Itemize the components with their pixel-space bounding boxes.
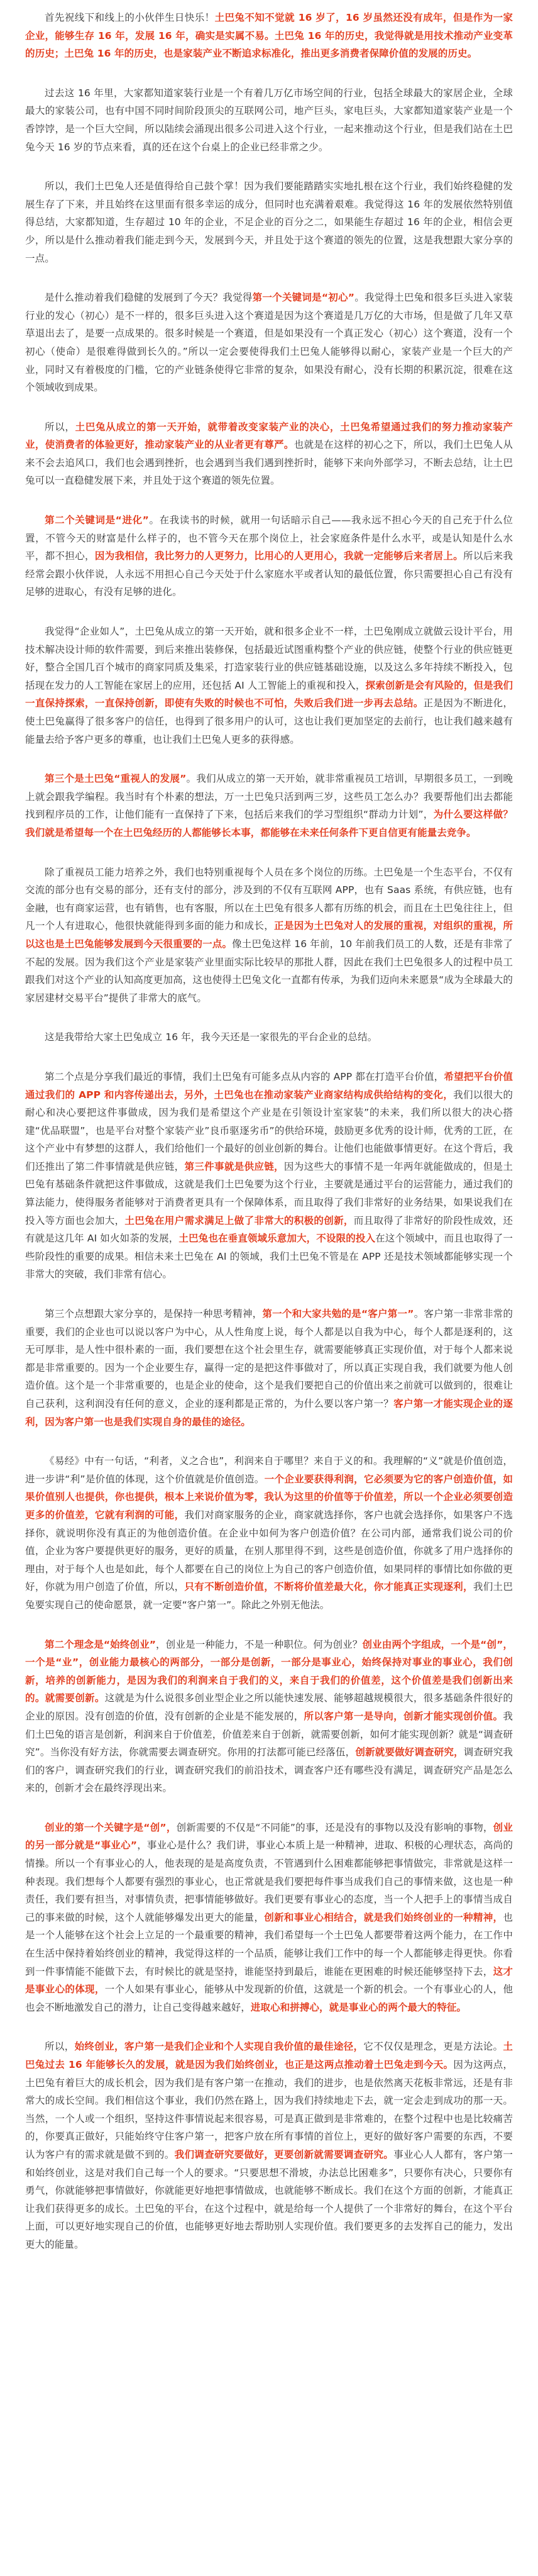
body-text: 所以， [45, 421, 75, 433]
body-text: 因为这些大的事情不是一年两年就能做成的，但是土巴兔有基础条件就把这件事做成，这就是我们土巴兔要为这个行业，主要就是通过平台的运营能力，通过我们的算法能力，使得服务者能够对于消费者更具有一个保障体系，而且取得了我们非常好的业务结果，如果说我们在投入等方面也会加大， [25, 1160, 513, 1226]
highlighted-text: 创业的第一个关键字是“创”， [45, 1821, 177, 1833]
highlighted-text: 创新和事业心相结合，就是我们始终创业的一种精神， [264, 1911, 503, 1923]
article-paragraph [25, 1305, 513, 1431]
body-text: 也是一个人能够在这个社会上立足的一个最重要的精神，我们希望每一个土巴兔人都要带着这两个能力，在工作中在生活中保持着始终创业的精神，我觉得这样的一个品质，能够让我们工作中的每一个人都能够走得更快。你看到一件事情能不能做下去，有时候比的就是坚持，谁能坚持到最后，谁能在更困难的时候还能够坚持下去， [25, 1911, 513, 1977]
highlighted-text: 为什么要这样做？我们就是希望每一个在土巴兔经历的人都能够长本事，都能够在未来任何条件下更自信更有能量去竞争。 [25, 809, 513, 838]
highlighted-text: 第三个是土巴兔“重视人的发展” [45, 773, 187, 785]
article-paragraph [25, 770, 513, 841]
article-paragraph [25, 863, 513, 1008]
article-paragraph [25, 289, 513, 397]
body-text: 创新需要的不仅是“不同能”的事，还是没有的事物以及没有影响的事物， [176, 1821, 493, 1833]
article-paragraph [25, 623, 513, 748]
article-paragraph [25, 1068, 513, 1284]
article-paragraph [25, 1819, 513, 2017]
highlighted-text: 第一个和大家共勉的是“客户第一” [262, 1308, 414, 1320]
body-text: ，创业是一种能力，不是一种职位。何为创业？ [156, 1638, 363, 1650]
highlighted-text: 第二个关键词是“进化” [45, 514, 149, 526]
body-text: 过去这 16 年里，大家都知道家装行业是一个有着几万亿市场空间的行业，包括全球最大的家居企业，全球最大的家装公司，也有中国不同时间阶段顶尖的互联网公司，地产巨头，家电巨头，大家都知道家装产业是一个香饽饽，是一个巨大空间，所以陆续会涌现出很多公司进入这个行业，一起来推动这个行业，但是我们站在土巴兔今天 16 岁的节点来看，真的还在这个台桌上的企业已经非常之少。 [25, 87, 513, 153]
highlighted-text: 希望把平台价值通过我们的 APP 和内容传递出去， [25, 1070, 513, 1101]
highlighted-text: 土巴兔在用户需求满足上做了非常大的积极的创新， [124, 1214, 354, 1226]
article-paragraph [25, 9, 513, 63]
highlighted-text: 只有不断创造价值，不断将价值差最大化，你才能真正实现逐利， [184, 1581, 473, 1593]
article-paragraph [25, 2038, 513, 2253]
highlighted-text: 始终创业，客户第一是我们企业和个人实现自我价值的最佳途径， [74, 2041, 364, 2053]
article-paragraph [25, 1636, 513, 1797]
body-text: 像土巴兔这样 16 年前，10 年前我们员工的人数，还是有非常了不起的发展。因为我们这个产业是家装产业里面实际比较早的那批人群，因此在我们土巴兔很多人的过程中员工跟我们对这个产业的认知高度更加高，这也使得土巴兔文化一直都有传承，为我们迈向未来愿景“成为全球最大的家居建材交易平台”提供了非常大的底气。 [25, 938, 513, 1004]
body-text: 这就是为什么说很多创业型企业之所以能快速发展、能够超越规模很大，很多基础条件很好的企业的原因。没有创造的价值，没有创新的企业是不能发展的， [25, 1692, 513, 1722]
highlighted-text: 所以客户第一是导向，创新才能实现创价值。 [304, 1710, 503, 1722]
highlighted-text: 第一个关键词是“初心” [252, 292, 355, 304]
highlighted-text: 土巴兔也在垂直领域乐意加大，不设限的投入 [178, 1233, 376, 1245]
highlighted-text: 正是因为土巴兔对人的发展的重视，对组织的重视，所以这也是土巴兔能够发展到今天很重要的一点。 [25, 920, 513, 950]
article-paragraph [25, 511, 513, 601]
article-body [25, 9, 513, 2254]
article-paragraph [25, 418, 513, 490]
highlighted-text: 土巴兔从成立的第一天开始，就带着改变家装产业的决心，土巴兔希望通过我们的努力推动家装产业，使消费者的体验更好，推动家装产业的从业者更有尊严。 [25, 421, 513, 451]
body-text: 我觉得“企业如人”，土巴兔从成立的第一天开始，就和很多企业不一样，土巴兔刚成立就做云设计平台，用技术解决设计师的软件需要，到后来推出装修保，包括最近试图重构整个产业的供应链，使整个行业的供应链更好，整合全国几百个城市的商家同质及集采，打造家装行业的供应链基础设施，以及这么多年持续不断投入，包括现在发力的人工智能在家居上的应用，还包括 AI 人工智能上的重视和投入， [25, 626, 513, 691]
highlighted-text: 土巴兔不知不觉就 16 岁了，16 岁虽然还没有成年，但是作为一家企业，能够生存 16 年，发展 16 年，确实是实属不易。 [25, 12, 513, 42]
body-text: 我们土巴兔要实现自己的使命愿景，就一定要“客户第一”。 [25, 1581, 513, 1611]
highlighted-text: 第三件事就是供应链， [184, 1160, 284, 1172]
body-text: 也就是在这样的初心之下，所以，我们土巴兔人从来不会去追风口，我们也会遇到挫折，也会遇到当我们遇到挫折时，能够下来向外部学习，不断去总结，让土巴兔可以一直稳健发展下来，并且处于这个赛道的领先位置。 [25, 439, 513, 487]
body-text: 除此之外别无他法。 [241, 1599, 330, 1611]
body-text: 除了重视员工能力培养之外，我们也特别重视每个人员在多个岗位的历练。土巴兔是一个生态平台，不仅有交流的部分也有交易的部分，还有支付的部分，涉及到的不仅有互联网 APP，也有 Saas 系统，有供应链，也有金融，也有商家运营，也有销售，也有客服，所以在土巴兔有很多人都有历练的机会，而且在土巴兔往往上，但凡一个人有进取心，他很快就能得到多面的能力和成长， [25, 866, 513, 932]
body-text: 《易经》中有一句话，“利者，义之合也”，利润来自于哪里？来自于义的和。我理解的“义”就是价值创造，进一步讲“利”是价值的体现，这个价值就是价值创造。 [25, 1455, 513, 1485]
highlighted-text: 我们创新，培养的创新能力，是因为我们的利润来自于我们的义，来自于我们的价值差，这个价值差是我们创新出来的。 [25, 1657, 513, 1704]
highlighted-text: 这才是事业心的体现， [25, 1965, 513, 1996]
highlighted-text: 另外，土巴兔也在推动家装产业商家结构成供给结构的变化， [184, 1089, 454, 1101]
body-text: 第三个点想跟大家分享的，是保持一种思考精神， [45, 1308, 263, 1320]
highlighted-text: 创业由两个字组成，一个是“创”，一个是“业”，创业能力最核心的两部分，一部分是创新，一部分是事业心， [25, 1638, 513, 1668]
highlighted-text: 我们调查研究要做好，更要创新就需要调查研究。 [174, 2148, 394, 2160]
highlighted-text: 创业的另一部分就是“事业心” [25, 1821, 513, 1852]
body-text: 是什么推动着我们稳健的发展到了今天？我觉得 [45, 292, 253, 304]
body-text: 所以，我们土巴兔人还是值得给自己鼓个掌！因为我们要能踏踏实实地扎根在这个行业，我们始终稳健的发展生存了下来，并且始终在这里面有很多幸运的成分，但同时也充满着艰难。我觉得这 16 年的发展依然特别值得总结，大家都知道，生存超过 10 年的企业，不足企业的百分之二，如果能生存超过 16 年的企业，相信会更少，所以是什么推动着我们能走到今天，发展到今天，并且处于这个赛道的领先的位置，这是我想跟大家分享的一点。 [25, 180, 513, 264]
article-paragraph [25, 177, 513, 267]
body-text: 。在我读书的时候，就用一句话暗示自己——我永远不担心今天的自己充于什么位置，不管今天的财富是什么样子的，也不管今天在那个岗位上，社会家庭条件是什么水平，或是认知是什么水平，都不担心， [25, 514, 513, 562]
highlighted-text: 探索创新是会有风险的，但是我们一直保持探索，一直保持创新，即使有失败的时候也不可怕，失败后我们进一步再去总结。 [25, 679, 513, 709]
highlighted-text: 就需要创新。 [45, 1692, 105, 1704]
body-text: 而且取得了非常好的阶段性成效，还有就是这几年 AI 如火如荼的发展， [25, 1214, 513, 1245]
highlighted-text: 土巴兔过去 16 年能够长久的发展，就是因为我们始终创业，也正是这两点推动着土巴兔走到今天。 [25, 2041, 513, 2070]
highlighted-text: 第二个理念是“始终创业” [45, 1638, 156, 1650]
article-paragraph [25, 1452, 513, 1614]
body-text: 我们对商家服务的企业，商家就选择你，客户也就会选择你，如果客户不选择你，就说明你没有真正的为他创造价值。在企业中如何为客户创造价值？在公司内部，通常我们说公司的价值，企业为客户要提供更好的服务，更好的质量，在别人那里得不到，这些是创造价值，你就多了用户选择你的理由，对于每个人也是如此，每个人都要在自己的岗位上为自己的客户创造价值，如果同样的事情比如你做的更好，你就为用户创造了价值，所以， [25, 1509, 513, 1593]
body-text: 一个人如果有事业心，能够从中发现新的价值，这就是一个新的机会。一个有事业心的人，他也会不断地激发自己的潜力，让自己变得越来越好， [25, 1984, 513, 2013]
body-text: 。我觉得土巴兔和很多巨头进入家装行业的发心（初心）是不一样的，很多巨头进入这个赛道是因为这个赛道是几万亿的大市场，但是做了几年又草草退出去了，是要一点成果的。很多时候是一个赛道，但是如果没有一个真正发心（初心）这个赛道，没有一个初心（使命）是很难得做到长久的。”所以一定会要使得我们土巴兔人能够得以耐心，家装产业是一个巨大的产业，同时又有着极度的门槛，它的产业链条使得它非常的复杂，如果没有耐心，没有长期的积累沉淀，很难在这个领域收到成果。 [25, 292, 513, 394]
body-text: 首先祝线下和线上的小伙伴生日快乐！ [45, 12, 215, 23]
highlighted-text: 一个企业要获得利润，它必须要为它的客户创造价值，如果价值别人也提供，你也提供，根本上来说价值为零，我认为这里的价值等于价值差，所以一个企业必须要创造更多的价值差，它就有利润的可能， [25, 1473, 513, 1521]
highlighted-text: 创新就要做好调查研究， [355, 1746, 464, 1758]
body-text: 第二个点是分享我们最近的事情，我们土巴兔有可能多点从内容的 APP 都在打造平台价值， [45, 1070, 444, 1082]
body-text: 因为这两点，土巴兔有着巨大的成长机会，因为我们是有客户第一在推动，我们的进步，也是依然离天花板非常远，还是有非常大的成长空间。我们相信这个事业，我们仍然在路上，因为我们持续地走下去，就一定会走到成功的那一天。当然，一个人或一个组织，坚持这件事情说起来很容易，可是真正做到是非常难的，在整个过程中也是比较痛苦的，你要真正做好，只能始终守住客户第一，把客户放在所有事情的首位上，更好的做好客户需要的东西，不要认为客户有的需求就是做不到的。 [25, 2059, 513, 2160]
body-text: 在这个领域中，而且也取得了一些阶段性的重要的成果。相信未来土巴兔在 AI 的领域，我们土巴兔不管是在 APP 还是技术领域都能够实现一个非常大的突破，我们非常有信心。 [25, 1233, 513, 1280]
body-text: 。客户第一非常非常的重要，我们的企业也可以说以客户为中心，从人性角度上说，每个人都是以自我为中心，每个人都是逐利的，这无可厚非，是人性中很朴素的一面，我们要想在这个社会里生存，就需要能够真正实现价值，对于每个人都来说都是非常重要的。因为一个企业要生存，赢得一定的是把这件事做对了，所以真正实现自我，我们就要为他人创造价值。这个是一个非常重要的，也是企业的使命，这个是我们要把自己的价值出来之前就可以做到的，很难让自己获利，这利润没有任何的意义，企业的逐利都是正常的，为什么要以客户第一？ [25, 1308, 513, 1409]
body-text: 它不仅仅是理念，更是方法论。 [363, 2041, 503, 2053]
body-text: 所以， [45, 2041, 75, 2053]
body-text: 所以后来我经常会跟小伙伴说，人永远不用担心自己今天处于什么家庭水平或者认知的最低位置，你只需要担心自己有没有足够的进取心，有没有足够的进化。 [25, 550, 513, 598]
highlighted-text: 进取心和拼搏心，就是事业心的两个最大的特征。 [250, 2001, 467, 2013]
body-text: 事业心人人都有，客户第一和始终创业，这是对我们自己每一个人的要求。“只要思想不滑坡，办法总比困难多”，只要你有决心，只要你有勇气，你就能够把事情做好，你就能更好地把事情做成，也就能够不断成长。我们在这个方面的创新，才能真正让我们获得更多的成长。土巴兔的平台，在这个过程中，就是给每一个人提供了一个非常好的舞台，在这个平台上面，可以更好地实现自己的价值，也能够更好地去帮助别人实现价值。我们要更多的去发挥自己的能力，发出更大的能量。 [25, 2148, 513, 2250]
body-text: ，事业心是什么？我们讲，事业心本质上是一种精神，进取、积极的心理状态，高尚的情操。所以一个有事业心的人，他表现的是是高度负责，不管遇到什么困难都能够把事情做完，非常就是这样一种表现。我们想每个人都要有强烈的事业心，也正常就是我们要把每件事当成我们自己的事情来做，这也是一种责任，我们要有担当，对事情负责，把事情能够做好。我们更要有事业心的态度，当一个人把手上的事情当成自己的事来做的时候，这个人就能够爆发出更大的能量， [25, 1840, 513, 1923]
highlighted-text: 土巴兔 16 年的历史，我觉得就是用技术推动产业变革的历史；土巴兔 16 年的历史，也是家装产业不断追求标准化，推出更多消费者保障价值的发展的历史。 [25, 30, 513, 60]
body-text: 正是因为不断进化，使土巴兔赢得了很多客户的信任，也得到了很多用户的认可，这也让我们更加坚定的去前行，也让我们越来越有能量去给予客户更多的尊重，也让我们土巴兔人更多的获得感。 [25, 697, 513, 745]
body-text: 调查研究我们的客户，调查研究我们的行业，调查研究我们的前沿技术，调查客户还有哪些没有满足，调查研究产品是怎么来的，创新才会在最终浮现出来。 [25, 1746, 513, 1794]
body-text: 这是我带给大家土巴兔成立 16 年，我今天还是一家很先的平台企业的总结。 [45, 1031, 378, 1043]
highlighted-text: 始终保持对事业的事业心， [361, 1657, 483, 1668]
highlighted-text: 客户第一才能实现企业的逐利，因为客户第一也是我们实现自身的最佳的途径。 [25, 1398, 513, 1428]
body-text: 。我们从成立的第一天开始，就非常重视员工培训，早期很多员工，一到晚上就会跟我学编程。我当时有个朴素的想法，万一土巴兔只活到两三岁，这些员工怎么办？我要帮他们出去都能找到程序员的工作，让他们能有一直保持了下来，包括后来我们的学习型组织“群动力计划”， [25, 773, 513, 821]
body-text: 在这个背后，我们还推出了第二件事情就是供应链， [25, 1143, 513, 1172]
body-text: 我们土巴兔的语言是创新，利润来自于价值差，价值差来自于创新，就需要创新，如何才能实现创新？就是“调查研究”。当你没有好方法，你就需要去调查研究。你用的打法都可能已经落伍， [25, 1710, 513, 1758]
highlighted-text: 因为我相信，我比努力的人更努力，比用心的人更用心，我就一定能够后来者居上。 [94, 550, 464, 562]
body-text: 我们以很大的耐心和决心要把这件事做成，因为我们是希望这个产业是在引领设计室家装”的未来，我们所以很大的决心搭建“优品联盟”，也是平台对整个家装产业”良币驱逐劣币”的供给环境，鼓励更多优秀的设计师，优秀的工匠，在这个产业中有梦想的这群人，我们给他们一个最好的创业创新的舞台。让他们也能做事情更好。 [25, 1089, 513, 1155]
article-paragraph [25, 84, 513, 156]
article-paragraph [25, 1028, 513, 1046]
